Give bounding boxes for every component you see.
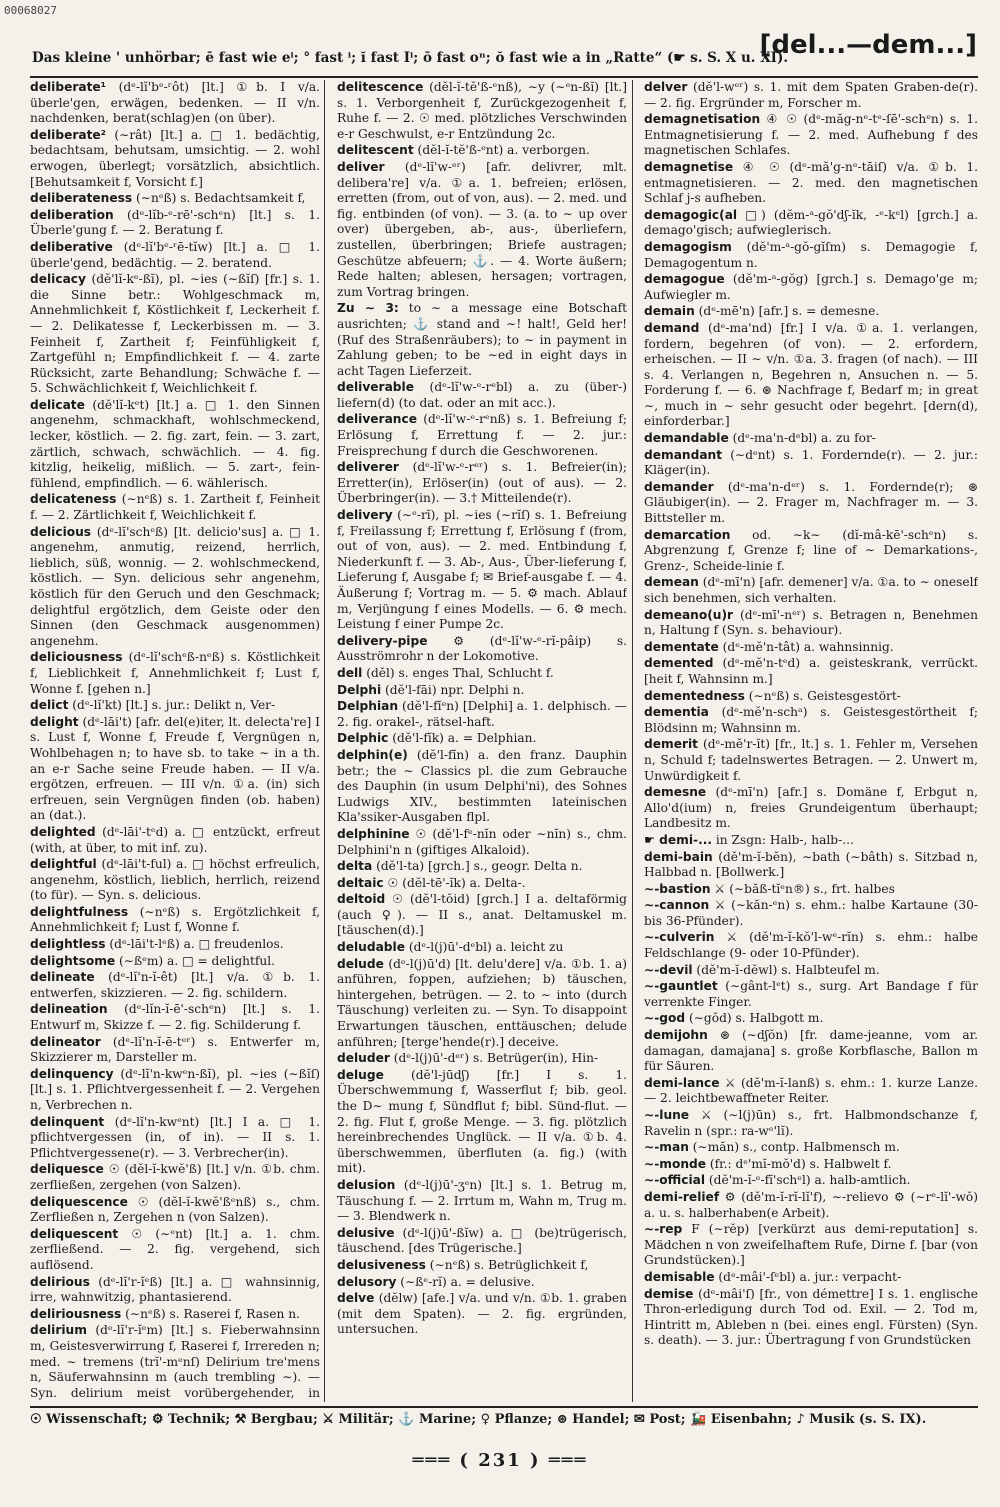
dictionary-entry [644, 304, 978, 320]
entry-text: (dᵉ-lĭ'n-kwᵉn-ßĭ), pl. ∼ies (∼ßĭſ) [lt.] s. 1. Pflichtvergessenheit f. — 2. Vergehen n, Verbrechen n. [30, 1066, 320, 1112]
entry-text: F (∼rĕp) [verkürzt aus demi-reputation] s. Mädchen n von zweifelhaftem Rufe, Dirne f. [bar (von Grundstücken).] [644, 1222, 978, 1268]
dictionary-entry [337, 748, 627, 826]
dictionary-entry [644, 656, 978, 687]
dictionary-entry [644, 737, 978, 784]
dictionary-entry [337, 892, 627, 939]
header-rule [30, 76, 978, 78]
headword: demandant [644, 447, 723, 462]
headword: delusive [337, 1225, 395, 1240]
headword: demander [644, 479, 714, 494]
headword: demi-lance [644, 1075, 720, 1090]
headword: delinquency [30, 1066, 114, 1081]
dictionary-entry [30, 1035, 320, 1066]
dictionary-entry [30, 905, 320, 936]
dictionary-entry [30, 650, 320, 697]
dictionary-entry [30, 954, 320, 970]
entry-text: ④ ☉ (dᵉ-măg-nᵉ-tᵉ-ſē'-schᵉn) s. 1. Entmagnetisierung f. — 2. med. Aufhebung f des magnetischen Schlafes. [644, 112, 978, 158]
entry-text: ☉ (dĕ'l-fᵉ-nĭn oder ∼nĭn) s., chm. Delphini'n n (giftiges Alkaloid). [337, 826, 627, 857]
headword: ∼-lune [644, 1108, 690, 1122]
entry-text: (dᵉ-lĭ'kt) [lt.] s. jur.: Delikt n, Ver- [68, 698, 276, 713]
entry-text: (dᵉ-lāi't) [afr. del(e)iter, lt. delecta're] I s. Lust f, Wonne f, Freude f, Vergnügen n, Wohlbehagen n; to have sb. to take ∼ in a th. an e-r Sache seine Freude haben. — II v/a. ergötzen, erfreuen. — III v/n. ①a. (in) sich erfreuen, sein Vergnügen finden (ob. haben) an (dat.). [30, 714, 320, 823]
entry-text: ☉ (dĕl-ĭ-kwĕ'ß) [lt.] v/n. ①b. chm. zerfließen, zergehen (von Salzen). [30, 1162, 320, 1192]
dictionary-entry [337, 160, 627, 300]
dictionary-entry [644, 930, 978, 961]
entry-text: (∼ᵉ-rĭ), pl. ∼ies (∼rĭſ) s. 1. Befreiung f, Freilassung f; Errettung f, Erlösung f (from, out of von, aus). — 2. med. Entbindung f, Niederkunft f. — 3. Ab-, Aus-, Über-lieferung f, Lieferung f, Ausgabe f; ✉ Brief-ausgabe f. — 4. Äußerung f; Vortrag m. — 5. ⚙ mach. Ablauf m, Verjüngung f eines Modells. — 6. ⚙ mech. Leistung f einer Pumpe 2c. [337, 508, 627, 632]
entry-text: (∼gŏd) s. Halbgott m. [685, 1011, 824, 1026]
dictionary-entry [644, 850, 978, 881]
dictionary-entry [30, 937, 320, 953]
headword: ∼-monde [644, 1156, 707, 1171]
entry-text: (dᵉ-lĭ'n-kwᵉnt) [lt.] I a. □ 1. pflichtvergessen (in, of in). — II s. 1. Pflichtvergessene(r). — 3. Verbrecher(in). [30, 1114, 320, 1160]
entry-text: (dĕ'm-ĭ-ᵉ-fĭ'schᵉl) a. halb-amtlich. [705, 1173, 911, 1188]
entry-text: (dĕ'l-fĭn) a. den franz. Dauphin betr.; the ∼ Classics pl. die zum Gebrauche des Dauphin (in usum Delphi'ni), des Sohnes Ludwigs XIV., bestimmten lateinischen Kla'ssiker-Ausgaben flpl. [337, 747, 627, 825]
entry-text: (∼ßᵉ-rĭ) a. = delusive. [396, 1274, 535, 1289]
entry-text: (dᵉ-mĕ'n-tât) a. wahnsinnig. [718, 639, 894, 654]
entry-text: (dĕ'lĭ-kᵉt) [lt.] a. □ 1. den Sinnen angenehm, schmackhaft, wohlschmeckend, lecker, köstlich. — 2. fig. zart, fein. — 3. zart, zärtlich, schwach, schwächlich. — 4. fig. kitzlig, heikelig, mißlich. — 5. zart-, fein-fühlend, empfindlich. — 6. wählerisch. [30, 397, 320, 490]
headword: deliberative [30, 239, 113, 254]
entry-text: (dᵉ-lĭ'schᵉß) [lt. delicio'sus] a. □ 1. angenehm, anmutig, reizend, herrlich, lieblich, süß, wonnig. — 2. wohlschmeckend, köstlich. — Syn. delicious sehr angenehm, köstlich für den Geruch und den Geschmack; delightful ergötzlich, dem Geiste oder den Sinnen (den Geschmack ausgenommen) angenehm. [30, 524, 320, 648]
entry-text: ☉ (dĕl-ĭ-kwĕ'ßᵉnß) s., chm. Zerfließen n, Zergehen n (von Salzen). [30, 1194, 320, 1225]
headword: Delphic [337, 731, 389, 746]
entry-text: ⚔ (∼băß-tĭᵉn®) s., frt. halbes [710, 881, 895, 896]
headword: demi-bain [644, 849, 713, 864]
dictionary-entry [30, 208, 320, 239]
headword: deliberate¹ [30, 80, 106, 94]
dictionary-entry [644, 160, 978, 207]
headword: delineate [30, 970, 95, 985]
dictionary-entry [337, 699, 627, 730]
entry-text: (∼ßᵉm) a. □ = delightful. [115, 953, 276, 968]
dictionary-entry [337, 412, 627, 459]
headword: Delphi [337, 682, 382, 697]
entry-text: ④ ☉ (dᵉ-mă'g-nᵉ-tāiſ) v/a. ①b. 1. entmagnetisieren. — 2. med. den magnetischen Schlaf j-s aufheben. [644, 159, 978, 206]
dictionary-entry [30, 970, 320, 1001]
dictionary-entry [644, 1270, 978, 1286]
entry-text: (dᵉ-mē'n) [afr.] s. = demesne. [694, 304, 880, 319]
dictionary-entry [337, 1051, 627, 1067]
entry-text: od. ∼k∼ (dĭ-mâ-kē'-schᵉn) s. Abgrenzung f, Grenze f; line of ∼ Demarkations-, Grenz-, Scheide-linie f. [644, 527, 978, 573]
entry-text: ⚔ (dĕ'm-ĭ-kŏ'l-wᵉ-rĭn) s. ehm.: halbe Feldschlange (9- oder 10-Pfünder). [644, 930, 978, 961]
dictionary-entry [337, 1258, 627, 1274]
headword: ∼-gauntlet [644, 979, 718, 994]
dictionary-entry [30, 128, 320, 190]
entry-text: (dĕ'l-jūdʃ) [fr.] I s. 1. Überschwemmung f, Wasserflut f; bib. geol. the D∼ mung f, Sündflut f; bibl. Sünd-flut. — 2. fig. Flut f, große Menge. — 3. fig. plötzlich hereinbrechendes Unglück. — II v/a. ①b. 4. überschwemmen, überfluten (a. fig.) (with mit). [337, 1067, 627, 1176]
headword: delve [337, 1291, 375, 1306]
dictionary-entry [337, 683, 627, 699]
dictionary-entry [644, 898, 978, 929]
headword: delicacy [30, 272, 86, 287]
dictionary-entry [337, 957, 627, 1051]
dictionary-entry [644, 1222, 978, 1269]
entry-text: (dĕ'm-ᵃ-gŏg) [grch.] s. Demago'ge m; Aufwiegler m. [644, 272, 978, 302]
headword: deliverance [337, 412, 417, 427]
entry-text: (dᵉ-lāi't-ful) a. □ höchst erfreulich, angenehm, köstlich, lieblich, herrlich, reizend (to für). — Syn. s. delicious. [30, 857, 320, 903]
entry-text: ☉ (∼ᵉnt) [lt.] a. 1. chm. zerfließend. — 2. fig. vergehend, sich auflösend. [30, 1226, 320, 1272]
headword: delightful [30, 857, 97, 872]
headword: delusory [337, 1274, 397, 1289]
dictionary-entry [337, 1068, 627, 1177]
dictionary-entry [644, 1108, 978, 1139]
headword: deliverer [337, 460, 399, 475]
dictionary-entry [644, 431, 978, 447]
dictionary-entry [30, 492, 320, 523]
page-number-right-rule: ) ═══ [521, 1450, 588, 1471]
headword: deluge [337, 1067, 384, 1082]
headword: demagnetise [644, 159, 734, 174]
headword: deliver [337, 159, 385, 174]
scan-id: 00068027 [4, 4, 57, 17]
entry-text: (dĕ'm-ĭ-dĕwl) s. Halbteufel m. [692, 962, 880, 977]
headword: demisable [644, 1269, 715, 1284]
headword: demagogue [644, 272, 725, 287]
entry-text: (dĕl-ĭ-tĕ'ß-ᵉnt) a. verborgen. [413, 143, 590, 158]
headword: demean [644, 575, 699, 590]
headword: dementedness [644, 688, 745, 703]
entry-text: (dᵉ-lĭb-ᵉ-rē'-schᵉn) [lt.] s. 1. Überle'gung f. — 2. Beratung f. [30, 207, 320, 238]
headword: ∼-official [644, 1173, 706, 1188]
entry-text: (∼nᵉß) s. Betrüglichkeit f, [425, 1257, 589, 1272]
dictionary-entry [30, 272, 320, 397]
dictionary-entry [337, 634, 627, 665]
headword: delightsome [30, 953, 116, 968]
headword: deliberation [30, 207, 114, 222]
entry-text: ⚙ (dĕ'm-ĭ-rĭ-lĭ'f), ∼-relievo ⚙ (∼rᵉ-lĭ'-wŏ) a. u. s. halberhaben(e Arbeit). [644, 1189, 978, 1220]
dictionary-entry [30, 1307, 320, 1323]
dictionary-entry [30, 398, 320, 492]
dictionary-entry [644, 1157, 978, 1173]
headword: dementia [644, 705, 709, 720]
entry-text: ⚔ (∼l(j)ūn) s., frt. Halbmondschanze f, Ravelin n (spr.: ra-wᵉ'lĭ). [644, 1108, 978, 1138]
dictionary-entry [30, 1067, 320, 1114]
dictionary-entry [30, 1195, 320, 1226]
entry-text: (dĕ'm-ĭ-bĕn), ∼bath (∼bâth) s. Sitzbad n, Halbbad n. [Bollwerk.] [644, 849, 978, 880]
dictionary-entry [644, 575, 978, 606]
column-3 [644, 80, 978, 1402]
headword: delineation [30, 1002, 108, 1017]
headword: deliverable [337, 380, 414, 395]
page-number-left-rule: ═══ ( [412, 1450, 479, 1471]
headword: delver [644, 80, 688, 94]
dictionary-entry [644, 833, 978, 849]
dictionary-entry [644, 240, 978, 271]
dictionary-entry [644, 208, 978, 239]
entry-text: ☉ (dĕ'l-tŏid) [grch.] I a. deltaförmig (auch ♀). — II s., anat. Deltamuskel m. [täuschen(d).] [337, 892, 627, 938]
entry-text: (dĕ'l-fĭk) a. = Delphian. [388, 731, 537, 746]
entry-text: (dᵉ-l(j)ū'-ʒᵉn) [lt.] s. 1. Betrug m, Täuschung f. — 2. Irrtum m, Wahn m, Trug m. — 3. Blendwerk n. [337, 1177, 627, 1224]
entry-text: (dᵉ-lĭ'r-ĭᵉm) [lt.] s. Fieberwahnsinn m, Geistesverwirrung f, Raserei f, Irrereden n; med. ∼ tremens (trĭ'-mᵉnſ) Delirium tre'mens n, Säuferwahnsinn m (auch trembling ∼). — Syn. delirium meist vorübergehender, in [30, 1323, 320, 1400]
dictionary-entry [337, 666, 627, 682]
entry-text: (∼nᵉß) s. Raserei f, Rasen n. [121, 1306, 300, 1321]
headword: delinquent [30, 1114, 105, 1129]
headword: ☛ demi-... [644, 832, 712, 847]
entry-text: (dᵉ-lĭ'r-ĭᵉß) [lt.] a. □ wahnsinnig, irre, wahnwitzig, phantasierend. [30, 1274, 320, 1305]
headword: delude [337, 956, 384, 971]
headword: demarcation [644, 527, 731, 542]
entry-text: (dᵉ-ma'n-dᵉʳ) s. 1. Fordernde(r); ⊛ Gläubiger(in). — 2. Frager m, Nachfrager m. — 3. Bittsteller m. [644, 479, 978, 526]
entry-text: ⚔ (∼kăn-ᵉn) s. ehm.: halbe Kartaune (30- bis 36-Pfünder). [644, 898, 978, 928]
dictionary-entry [337, 827, 627, 858]
headword: demise [644, 1286, 694, 1301]
dictionary-entry [337, 301, 627, 379]
dictionary-columns [30, 80, 978, 1402]
headword: delightfulness [30, 904, 129, 919]
dictionary-entry [644, 480, 978, 527]
dictionary-entry [30, 1275, 320, 1306]
headword: demerit [644, 737, 698, 752]
entry-text: (∼gânt-lᵉt) s., surg. Art Bandage f für verrenkte Finger. [644, 979, 978, 1009]
dictionary-entry [337, 460, 627, 507]
entry-text: (dᵉ-lāi'-tᵉd) a. □ entzückt, erfreut (with, at über, to mit inf. zu). [30, 824, 320, 855]
entry-text: (dᵉ-mī'n) [afr. demener] v/a. ①a. to ∼ oneself sich benehmen, sich verhalten. [644, 575, 978, 605]
headword: deliquescent [30, 1226, 119, 1241]
entry-text: in Zsgn: Halb-, halb-... [711, 832, 854, 847]
dictionary-entry [644, 785, 978, 832]
headword: delitescence [337, 80, 424, 94]
entry-text: (∼nᵉß) s. 1. Zartheit f, Feinheit f. — 2. Zärtlichkeit f, Weichlichkeit f. [30, 492, 320, 523]
column-1 [30, 80, 320, 1402]
entry-text: (dᵉ-mĕ'r-ĭt) [fr., lt.] s. 1. Fehler m, Versehen n, Schuld f; tadelnswertes Betragen. — 2. Unwert m, Unwürdigkeit f. [644, 737, 978, 783]
entry-text: (dᵉ-l(j)ū'd) [lt. delu'dere] v/a. ①b. 1. a) anführen, foppen, aufziehen; b) täuschen, hintergehen, betrügen. — 2. to ∼ into (durch Täuschung) verleiten zu. — Syn. To disappoint Erwartungen täuschen, enttäuschen; delude anführen; [terge'hende(r).] deceive. [337, 956, 627, 1049]
dictionary-entry [30, 240, 320, 271]
entry-text: (dᵉ-mī'-nᵉʳ) s. Betragen n, Benehmen n, Haltung f (Syn. s. behaviour). [644, 607, 978, 638]
entry-text: (dĕl-ĭ-tĕ'ß-ᵉnß), ∼y (∼ᵉn-ßĭ) [lt.] s. 1. Verborgenheit f, Zurückgezogenheit f, Ruhe f. — 2. ☉ med. plötzliches Verschwinden e-r Geschwulst, e-r Entzündung 2c. [337, 80, 627, 141]
entry-text: (dᵉ-lĭ'schᵉß-nᵉß) s. Köstlichkeit f, Lieblichkeit f, Annehmlichkeit f; Lust f, Wonne f. [gehen n.] [30, 650, 320, 696]
headword: ∼-bastion [644, 881, 711, 896]
dictionary-entry [644, 112, 978, 159]
headword: deliberateness [30, 191, 133, 206]
dictionary-entry [644, 1173, 978, 1189]
headword: demented [644, 656, 714, 671]
entry-text: (dᵉ-ma'nd) [fr.] I v/a. ①a. 1. verlangen, fordern, begehren (of von). — 2. erfordern, erheischen. — II ∼ v/n. ①a. 3. fragen (of nach). — III s. 4. Verlangen n, Begehren n, Ansuchen n. — 5. Forderung f. — 6. ⊛ Nachfrage f, Bedarf m; in great ∼, much in ∼ sehr gesucht oder begehrt. [dern(d), einforderbar.] [644, 320, 978, 429]
dictionary-entry [337, 508, 627, 633]
dictionary-entry [337, 380, 627, 411]
headword: demagogism [644, 239, 732, 254]
dictionary-entry [644, 80, 978, 111]
headword: delirious [30, 1274, 90, 1289]
dictionary-entry [30, 1162, 320, 1193]
headword: Zu ∼ 3: [337, 301, 399, 316]
headword: ∼-devil [644, 962, 693, 977]
headword: delivery-pipe [337, 633, 428, 648]
headword: deluder [337, 1051, 390, 1066]
entry-text: (∼nᵉß) s. Geistesgestört- [744, 688, 901, 703]
entry-text: (dᵉ-mĕ'n-schᵃ) s. Geistesgestörtheit f; Blödsinn m; Wahnsinn m. [644, 705, 978, 735]
entry-text: (dᵉ-mâi'-ſᵉbl) a. jur.: verpacht- [714, 1269, 902, 1284]
headword: delirium [30, 1323, 87, 1338]
dictionary-entry [337, 1275, 627, 1291]
dictionary-entry [30, 715, 320, 824]
dictionary-entry [644, 689, 978, 705]
headword: dell [337, 665, 363, 680]
headword: deliberate² [30, 127, 106, 142]
dictionary-entry [644, 608, 978, 639]
headword: demandable [644, 431, 729, 446]
entry-text: ⊛ (∼dʃŏn) [fr. dame-jeanne, vom ar. damagan, damajana] s. große Korbflasche, Ballon m für Säuren. [644, 1028, 978, 1074]
entry-text: (fr.: dᵉ'mĭ-mŏ'd) s. Halbwelt f. [706, 1156, 892, 1171]
entry-text: (dᵉ-l(j)ū'-dᵉʳ) s. Betrüger(in), Hin- [389, 1051, 599, 1066]
dictionary-entry [644, 963, 978, 979]
headword: deliriousness [30, 1306, 122, 1321]
headword: delightless [30, 937, 106, 952]
entry-text: (dᵉ-lĭ'w-ᵉ-rᵉnß) s. 1. Befreiung f; Erlösung f, Errettung f. — 2. jur.: Freisprechung f durch die Geschworenen. [337, 412, 627, 458]
dictionary-entry [644, 705, 978, 736]
dictionary-entry [644, 272, 978, 303]
dictionary-entry [644, 1190, 978, 1221]
headword: ∼-rep [644, 1222, 683, 1237]
entry-text: (dĕ'm-ᵃ-gŏ-gĭſm) s. Demagogie f, Demagogentum n. [644, 239, 978, 270]
entry-text: (dᵉ-ma'n-dᵉbl) a. zu for- [728, 431, 876, 446]
dictionary-entry [30, 1115, 320, 1162]
entry-text: (dᵉ-mâi'ſ) [fr., von démettre] I s. 1. englische Thron-erledigung durch Tod od. Exil. — 2. Tod m, Hintritt m, Ableben n (bei. eines engl. Fürsten) (Syn. s. death). — 3. jur.: Übertragung f von Grundstücken [644, 1286, 978, 1348]
entry-text: □) (dĕm-ᵃ-gŏ'dʃ-ĭk, -ᵉ-kᵉl) [grch.] a. demago'gisch; aufwieglerisch. [644, 207, 978, 238]
entry-text: to ∼ a message eine Botschaft ausrichten; ⚓ stand and ∼! halt!, Geld her! (Ruf des Straßenräubers); to ∼ in payment in Zahlung geben; to be ∼ed in eight days in acht Tagen Lieferzeit. [337, 301, 627, 378]
entry-text: (dĕ'l-fāi) npr. Delphi n. [381, 682, 525, 697]
headword: delicate [30, 397, 85, 412]
entry-text: (dᵉ-mĕ'n-tᵉd) a. geisteskrank, verrückt. [heit f, Wahnsinn m.] [644, 656, 978, 686]
dictionary-entry [337, 143, 627, 159]
entry-text: (dᵉ-lĭ'w-ᵉ-rᵉbl) a. zu (über-) liefern(d) (to dat. oder an mit acc.). [337, 380, 627, 410]
page-header [32, 30, 977, 72]
entry-text: ⚙ (dᵉ-lĭ'w-ᵉ-rĭ-pâip) s. Ausströmrohr n der Lokomotive. [337, 633, 627, 664]
dictionary-entry [644, 1028, 978, 1075]
dictionary-entry [337, 731, 627, 747]
dictionary-entry [337, 1226, 627, 1257]
headword: delivery [337, 508, 393, 523]
dictionary-entry [30, 1323, 320, 1402]
headword: delicateness [30, 492, 117, 507]
headword: delict [30, 698, 69, 713]
dictionary-entry [644, 640, 978, 656]
headword: delusiveness [337, 1257, 426, 1272]
headword: deltaic [337, 875, 384, 890]
entry-text: (∼nᵉß) s. Ergötzlichkeit f, Annehmlichkeit f; Lust f, Wonne f. [30, 904, 320, 935]
headword: demand [644, 320, 700, 335]
column-2 [337, 80, 627, 1402]
entry-text: ☉ (dĕl-tē'-ĭk) a. Delta-. [383, 875, 526, 890]
headword: Delphian [337, 699, 399, 714]
dictionary-entry [30, 525, 320, 650]
entry-text: (dĕlw) [afe.] v/a. und v/n. ①b. 1. graben (mit dem Spaten). — 2. fig. ergründen, untersuchen. [337, 1291, 627, 1337]
page-number [0, 1450, 1000, 1471]
headword: ∼-god [644, 1011, 686, 1026]
entry-text: (∼rât) [lt.] a. □ 1. bedächtig, bedachtsam, behutsam, umsichtig. — 2. wohl erwogen, überlegt; vorsätzlich, absichtlich. [Behutsamkeit f, Vorsicht f.] [30, 127, 320, 189]
headword: deliquesce [30, 1162, 104, 1177]
dictionary-entry [337, 940, 627, 956]
entry-text: (dᵉ-lĭ'w-ᵉ-rᵉʳ) s. 1. Befreier(in); Erretter(in), Erlöser(in) (out of aus). — 2. Überbringer(in). — 3.† Mitteilende(r). [337, 460, 627, 506]
dictionary-entry [644, 528, 978, 575]
headword: delusion [337, 1177, 396, 1192]
dictionary-entry [644, 448, 978, 479]
dictionary-entry [644, 1076, 978, 1107]
headword: delight [30, 714, 79, 729]
headword: deliquescence [30, 1194, 128, 1209]
entry-text: ⚔ (dĕ'm-ĭ-lanß) s. ehm.: 1. kurze Lanze. — 2. leichtbewaffneter Reiter. [644, 1075, 978, 1106]
dictionary-entry [30, 825, 320, 856]
headword: delighted [30, 824, 96, 839]
page-number-value: 231 [478, 1450, 522, 1471]
dictionary-entry [30, 1002, 320, 1033]
entry-text: (dᵉ-lĭ'bᵉ-ʳôt) [lt.] ①b. I v/a. überle'gen, erwägen, bedenken. — II v/n. nachdenken, berat(schlag)en (on über). [30, 80, 320, 126]
dictionary-entry [644, 1011, 978, 1027]
headword: ∼-man [644, 1140, 689, 1155]
dictionary-entry [30, 1227, 320, 1274]
headword: delitescent [337, 143, 414, 158]
headword: ∼-culverin [644, 930, 715, 945]
dictionary-entry [30, 857, 320, 904]
entry-text: (dĕ'l-wᵉʳ) s. 1. mit dem Spaten Graben-de(r). — 2. fig. Ergründer m, Forscher m. [644, 80, 978, 110]
dictionary-entry [337, 1291, 627, 1338]
entry-text: (dĕ'l-fĭᵉn) [Delphi] a. 1. delphisch. — 2. fig. orakel-, rätsel-haft. [337, 699, 627, 729]
headword: ∼-cannon [644, 898, 710, 913]
entry-text: (dᵉ-lĭ'bᵉ-ʳē-tĭw) [lt.] a. □ 1. überle'gend, bedächtig. — 2. beratend. [30, 239, 320, 270]
dictionary-entry [337, 1178, 627, 1225]
entry-text: (dᵉ-lāi't-lᵉß) a. □ freudenlos. [105, 937, 284, 952]
pronunciation-legend: Das kleine ' unhörbar; ē fast wie eⁱ; ° fast ⁱ; ĭ fast Iⁱ; ō fast oⁿ; ŏ fast wie a in „Ratte“ (☛ s. S. X u. XI). [32, 50, 789, 66]
headword: deliciousness [30, 650, 123, 665]
dictionary-entry [337, 80, 627, 142]
entry-text: (dᵉ-lĭ'w-ᵉʳ) [afr. delivrer, mlt. delibera're] v/a. ①a. 1. befreien; erlösen, erretten (from, out of von, aus). — 2. med. und fig. entbinden (of von). — 3. (a. to ∼ up over over) übergeben, ab-, aus-, überliefern, zustellen, überbringen; Briefe austragen; Geschütze abfeuern; ⚓. — 4. Worte äußern; Rede halten; ablesen, hersagen; vortragen, zum Vortrag bringen. [337, 159, 627, 299]
headword: demijohn [644, 1028, 708, 1043]
symbol-legend: ☉ Wissenschaft; ⚙ Technik; ⚒ Bergbau; ⚔ Militär; ⚓ Marine; ♀ Pflanze; ⊛ Handel; ✉ Post; 🚂 Eisenbahn; ♪ Musik (s. S. IX). [30, 1412, 927, 1427]
entry-text: (∼măn) s., contp. Halbmensch m. [688, 1140, 900, 1155]
headword: demeano(u)r [644, 607, 734, 622]
entry-text: (dᵉ-lĭ'n-ĭ-ē-tᵉʳ) s. Entwerfer m, Skizzierer m, Darsteller m. [30, 1034, 320, 1065]
entry-text: (dᵉ-lĭ'n-ĭ-êt) [lt.] v/a. ①b. 1. entwerfen, skizzieren. — 2. fig. schildern. [30, 970, 320, 1000]
dictionary-entry [644, 979, 978, 1010]
entry-text: (dᵉ-lĭn-ĭ-ē'-schᵉn) [lt.] s. 1. Entwurf m, Skizze f. — 2. fig. Schilderung f. [30, 1002, 320, 1033]
headword: delphin(e) [337, 747, 408, 762]
footer-rule [30, 1406, 978, 1408]
entry-text: (dᵉ-l(j)ū'-ßĭw) a. □ (be)trügerisch, täuschend. [des Trügerische.] [337, 1225, 627, 1256]
entry-text: (dĕ'lĭ-kᵉ-ßĭ), pl. ∼ies (∼ßĭſ) [fr.] s. 1. die Sinne betr.: Wohlgeschmack m, Annehmlichkeit f, Köstlichkeit f, Leckerheit f. — 2. Delikatesse f, Leckerbissen m. — 3. Feinheit f, Zartheit f; Feinfühligkeit f, Zartgefühl n; Empfindlichkeit f. — 4. zarte Rücksicht, zarte Behandlung; Schwäche f. — 5. Schwächlichkeit f, Weichlichkeit f. [30, 272, 320, 396]
dictionary-entry [30, 191, 320, 207]
entry-text: (∼dᵉnt) s. 1. Fordernde(r). — 2. jur.: Kläger(in). [644, 447, 978, 478]
dictionary-entry [644, 1140, 978, 1156]
headword: deltoid [337, 892, 386, 907]
headword: dementate [644, 639, 719, 654]
entry-text: (dᵉ-mī'n) [afr.] s. Domäne f, Erbgut n, Allo'd(ium) n, freies Grundeigentum überhaupt; Landbesitz m. [644, 785, 978, 831]
headword: delta [337, 859, 373, 874]
headword: deludable [337, 940, 405, 955]
entry-text: (dĕl) s. enges Thal, Schlucht f. [362, 665, 554, 680]
dictionary-entry [337, 859, 627, 875]
dictionary-entry [30, 80, 320, 127]
dictionary-entry [644, 321, 978, 430]
entry-text: (dĕ'l-ta) [grch.] s., geogr. Delta n. [372, 859, 583, 874]
dictionary-entry [337, 876, 627, 892]
headword: demagnetisation [644, 112, 761, 127]
dictionary-entry [644, 1287, 978, 1349]
headword: demi-relief [644, 1189, 720, 1204]
headword: delicious [30, 524, 92, 539]
headword: delphinine [337, 826, 410, 841]
headword: demesne [644, 785, 707, 800]
entry-text: (dᵉ-l(j)ū'-dᵉbl) a. leicht zu [404, 940, 564, 955]
entry-text: (∼nᵉß) s. Bedachtsamkeit f, [132, 191, 306, 206]
headword: demagogic(al [644, 207, 738, 222]
dictionary-entry [30, 698, 320, 714]
headword-range: [del...—dem...] [759, 30, 977, 60]
headword: demain [644, 304, 695, 319]
dictionary-entry [644, 882, 978, 898]
headword: delineator [30, 1034, 101, 1049]
